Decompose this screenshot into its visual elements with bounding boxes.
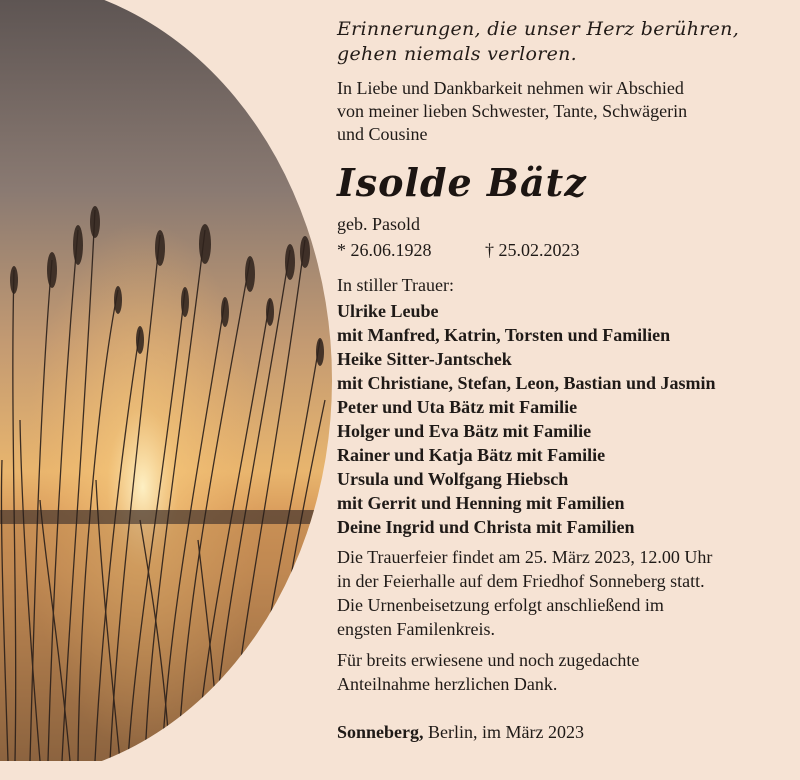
motto-line: gehen niemals verloren. — [337, 43, 578, 65]
service-line: Die Trauerfeier findet am 25. März 2023, 12.00 Uhr — [337, 547, 713, 567]
funeral-service-info — [337, 545, 712, 641]
sunset-reeds-image — [0, 0, 332, 761]
mourning-label: In stiller Trauer: — [337, 275, 454, 295]
mourner-line: mit Christiane, Stefan, Leon, Bastian und Jasmin — [337, 373, 716, 393]
motto — [337, 17, 739, 67]
mourner-line: Ulrike Leube — [337, 301, 439, 321]
sunset-reeds-photo — [0, 0, 332, 780]
intro-line: In Liebe und Dankbarkeit nehmen wir Abschied — [337, 78, 684, 98]
mourner-line: Ursula und Wolfgang Hiebsch — [337, 469, 569, 489]
signoff-rest: Berlin, im März 2023 — [423, 722, 584, 742]
motto-line: Erinnerungen, die unser Herz berühren, — [337, 18, 740, 40]
birth-name: geb. Pasold — [337, 214, 420, 234]
signoff — [337, 720, 584, 744]
life-dates — [337, 239, 580, 262]
mourner-line: Holger und Eva Bätz mit Familie — [337, 421, 592, 441]
mourner-line: mit Gerrit und Henning mit Familien — [337, 493, 625, 513]
service-line: Die Urnenbeisetzung erfolgt anschließend im — [337, 595, 664, 615]
intro-text — [337, 77, 687, 146]
death-date: † 25.02.2023 — [485, 240, 580, 260]
mourner-line: mit Manfred, Katrin, Torsten und Familien — [337, 325, 671, 345]
service-line: engsten Familenkreis. — [337, 619, 495, 639]
intro-line: und Cousine — [337, 124, 428, 144]
mourner-line: Peter und Uta Bätz mit Familie — [337, 397, 578, 417]
intro-line: von meiner lieben Schwester, Tante, Schwägerin — [337, 101, 688, 121]
thanks-line: Für breits erwiesene und noch zugedachte — [337, 650, 640, 670]
thanks-text — [337, 648, 639, 696]
mourners-list — [337, 299, 716, 539]
mourner-line: Deine Ingrid und Christa mit Familien — [337, 517, 635, 537]
service-line: in der Feierhalle auf dem Friedhof Sonneberg statt. — [337, 571, 705, 591]
deceased-name: Isolde Bätz — [337, 160, 587, 205]
mourner-line: Rainer und Katja Bätz mit Familie — [337, 445, 606, 465]
mourner-line: Heike Sitter-Jantschek — [337, 349, 512, 369]
thanks-line: Anteilnahme herzlichen Dank. — [337, 674, 558, 694]
signoff-place: Sonneberg, — [337, 722, 424, 742]
birth-date: * 26.06.1928 — [337, 240, 432, 260]
